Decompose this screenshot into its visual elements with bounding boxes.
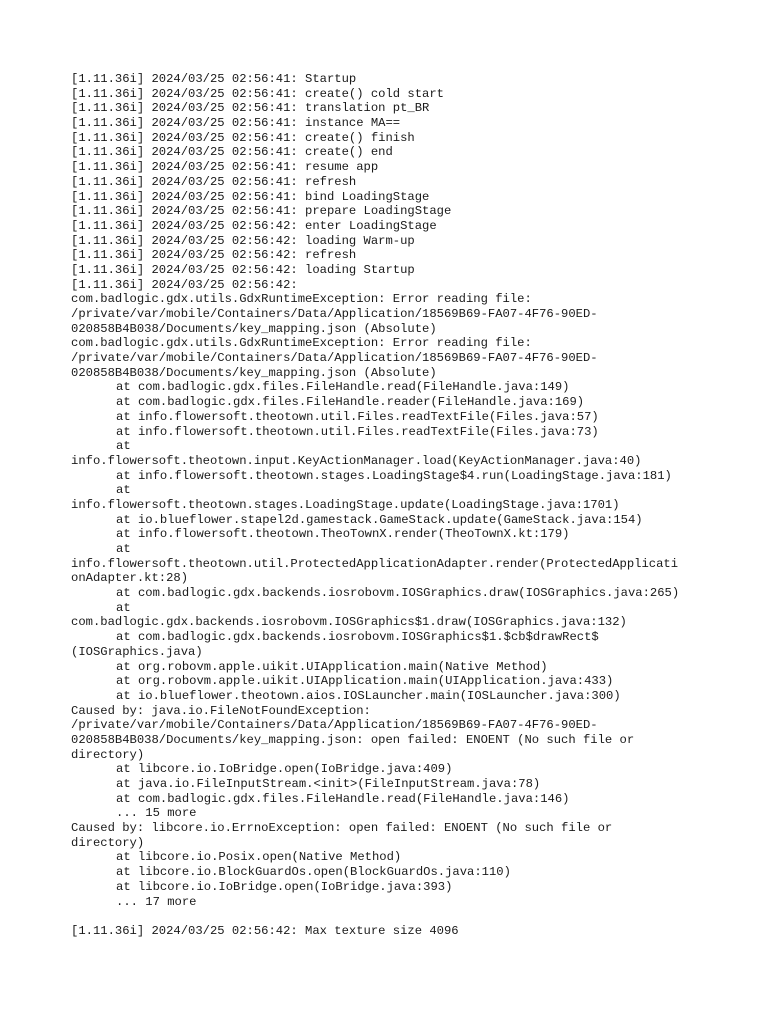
stack-trace-line: at org.robovm.apple.uikit.UIApplication.main(Native Method) bbox=[116, 659, 548, 674]
stack-trace-line: at libcore.io.Posix.open(Native Method) bbox=[116, 850, 402, 865]
log-line: [1.11.36i] 2024/03/25 02:56:42: Max texture size 4096 bbox=[71, 923, 459, 938]
log-line: directory) bbox=[71, 747, 145, 762]
stack-trace-line: ... 17 more bbox=[116, 894, 197, 909]
log-line: [1.11.36i] 2024/03/25 02:56:41: instance MA== bbox=[71, 116, 401, 131]
log-line: directory) bbox=[71, 835, 145, 850]
log-line: /private/var/mobile/Containers/Data/Application/18569B69-FA07-4F76-90ED- bbox=[71, 718, 598, 733]
stack-trace-line: at com.badlogic.gdx.backends.iosrobovm.IOSGraphics.draw(IOSGraphics.java:265) bbox=[116, 586, 680, 601]
stack-trace-line: at io.blueflower.stapel2d.gamestack.GameStack.update(GameStack.java:154) bbox=[116, 512, 643, 527]
log-text-view bbox=[71, 72, 711, 939]
log-line: 020858B4B038/Documents/key_mapping.json (Absolute) bbox=[71, 365, 437, 380]
stack-trace-line: at com.badlogic.gdx.files.FileHandle.reader(FileHandle.java:169) bbox=[116, 395, 585, 410]
stack-trace-line: at io.blueflower.theotown.aios.IOSLauncher.main(IOSLauncher.java:300) bbox=[116, 688, 621, 703]
stack-trace-line: at info.flowersoft.theotown.util.Files.readTextFile(Files.java:57) bbox=[116, 409, 599, 424]
log-line: [1.11.36i] 2024/03/25 02:56:41: prepare LoadingStage bbox=[71, 204, 452, 219]
log-line: 020858B4B038/Documents/key_mapping.json: open failed: ENOENT (No such file or bbox=[71, 732, 635, 747]
log-line: [1.11.36i] 2024/03/25 02:56:41: translation pt_BR bbox=[71, 101, 430, 116]
log-line: /private/var/mobile/Containers/Data/Application/18569B69-FA07-4F76-90ED- bbox=[71, 307, 598, 321]
stack-trace-line: at info.flowersoft.theotown.TheoTownX.render(TheoTownX.kt:179) bbox=[116, 527, 570, 542]
log-line: onAdapter.kt:28) bbox=[71, 571, 189, 586]
log-line: [1.11.36i] 2024/03/25 02:56:41: Startup bbox=[71, 72, 357, 86]
stack-trace-line: at bbox=[116, 600, 131, 615]
log-line: [1.11.36i] 2024/03/25 02:56:41: bind LoadingStage bbox=[71, 189, 430, 204]
stack-trace-line: at libcore.io.IoBridge.open(IoBridge.java:409) bbox=[116, 762, 453, 777]
log-line: [1.11.36i] 2024/03/25 02:56:42: loading Warm-up bbox=[71, 233, 415, 248]
stack-trace-line: ... 15 more bbox=[116, 806, 197, 821]
log-line: [1.11.36i] 2024/03/25 02:56:42: bbox=[71, 277, 298, 292]
log-line: 020858B4B038/Documents/key_mapping.json (Absolute) bbox=[71, 321, 437, 336]
stack-trace-line: at com.badlogic.gdx.files.FileHandle.read(FileHandle.java:146) bbox=[116, 791, 570, 806]
log-line: [1.11.36i] 2024/03/25 02:56:41: resume app bbox=[71, 160, 379, 175]
stack-trace-line: at libcore.io.BlockGuardOs.open(BlockGuardOs.java:110) bbox=[116, 865, 511, 880]
stack-trace-line: at org.robovm.apple.uikit.UIApplication.main(UIApplication.java:433) bbox=[116, 674, 614, 689]
stack-trace-line: at bbox=[116, 483, 131, 498]
stack-trace-line: at com.badlogic.gdx.files.FileHandle.read(FileHandle.java:149) bbox=[116, 380, 570, 395]
log-line: [1.11.36i] 2024/03/25 02:56:41: create() finish bbox=[71, 130, 415, 145]
stack-trace-line: at info.flowersoft.theotown.util.Files.readTextFile(Files.java:73) bbox=[116, 424, 599, 439]
log-line: [1.11.36i] 2024/03/25 02:56:41: refresh bbox=[71, 174, 357, 189]
log-line: info.flowersoft.theotown.input.KeyActionManager.load(KeyActionManager.java:40) bbox=[71, 453, 642, 468]
stack-trace-line: at java.io.FileInputStream.<init>(FileInputStream.java:78) bbox=[116, 777, 541, 791]
stack-trace-line: at info.flowersoft.theotown.stages.LoadingStage$4.run(LoadingStage.java:181) bbox=[116, 468, 672, 483]
log-line: [1.11.36i] 2024/03/25 02:56:41: create() cold start bbox=[71, 86, 444, 101]
log-line: info.flowersoft.theotown.util.ProtectedApplicationAdapter.render(ProtectedApplicati bbox=[71, 556, 679, 571]
log-line: com.badlogic.gdx.utils.GdxRuntimeException: Error reading file: bbox=[71, 336, 532, 351]
log-line: info.flowersoft.theotown.stages.LoadingStage.update(LoadingStage.java:1701) bbox=[71, 497, 620, 512]
log-line: com.badlogic.gdx.backends.iosrobovm.IOSGraphics$1.draw(IOSGraphics.java:132) bbox=[71, 615, 627, 630]
stack-trace-line: at bbox=[116, 439, 131, 454]
stack-trace-line: at bbox=[116, 542, 131, 556]
log-line: [1.11.36i] 2024/03/25 02:56:42: refresh bbox=[71, 248, 357, 263]
stack-trace-line: at com.badlogic.gdx.backends.iosrobovm.IOSGraphics$1.$cb$drawRect$ bbox=[116, 630, 599, 645]
log-line: (IOSGraphics.java) bbox=[71, 644, 203, 659]
log-line: Caused by: libcore.io.ErrnoException: open failed: ENOENT (No such file or bbox=[71, 821, 613, 836]
log-line: [1.11.36i] 2024/03/25 02:56:41: create() end bbox=[71, 145, 393, 160]
log-line: com.badlogic.gdx.utils.GdxRuntimeException: Error reading file: bbox=[71, 292, 532, 307]
blank-line bbox=[71, 909, 711, 924]
log-line: Caused by: java.io.FileNotFoundException: bbox=[71, 703, 371, 718]
log-line: [1.11.36i] 2024/03/25 02:56:42: loading Startup bbox=[71, 262, 415, 277]
log-line: /private/var/mobile/Containers/Data/Application/18569B69-FA07-4F76-90ED- bbox=[71, 351, 598, 366]
stack-trace-line: at libcore.io.IoBridge.open(IoBridge.java:393) bbox=[116, 879, 453, 894]
log-line: [1.11.36i] 2024/03/25 02:56:42: enter LoadingStage bbox=[71, 218, 437, 233]
